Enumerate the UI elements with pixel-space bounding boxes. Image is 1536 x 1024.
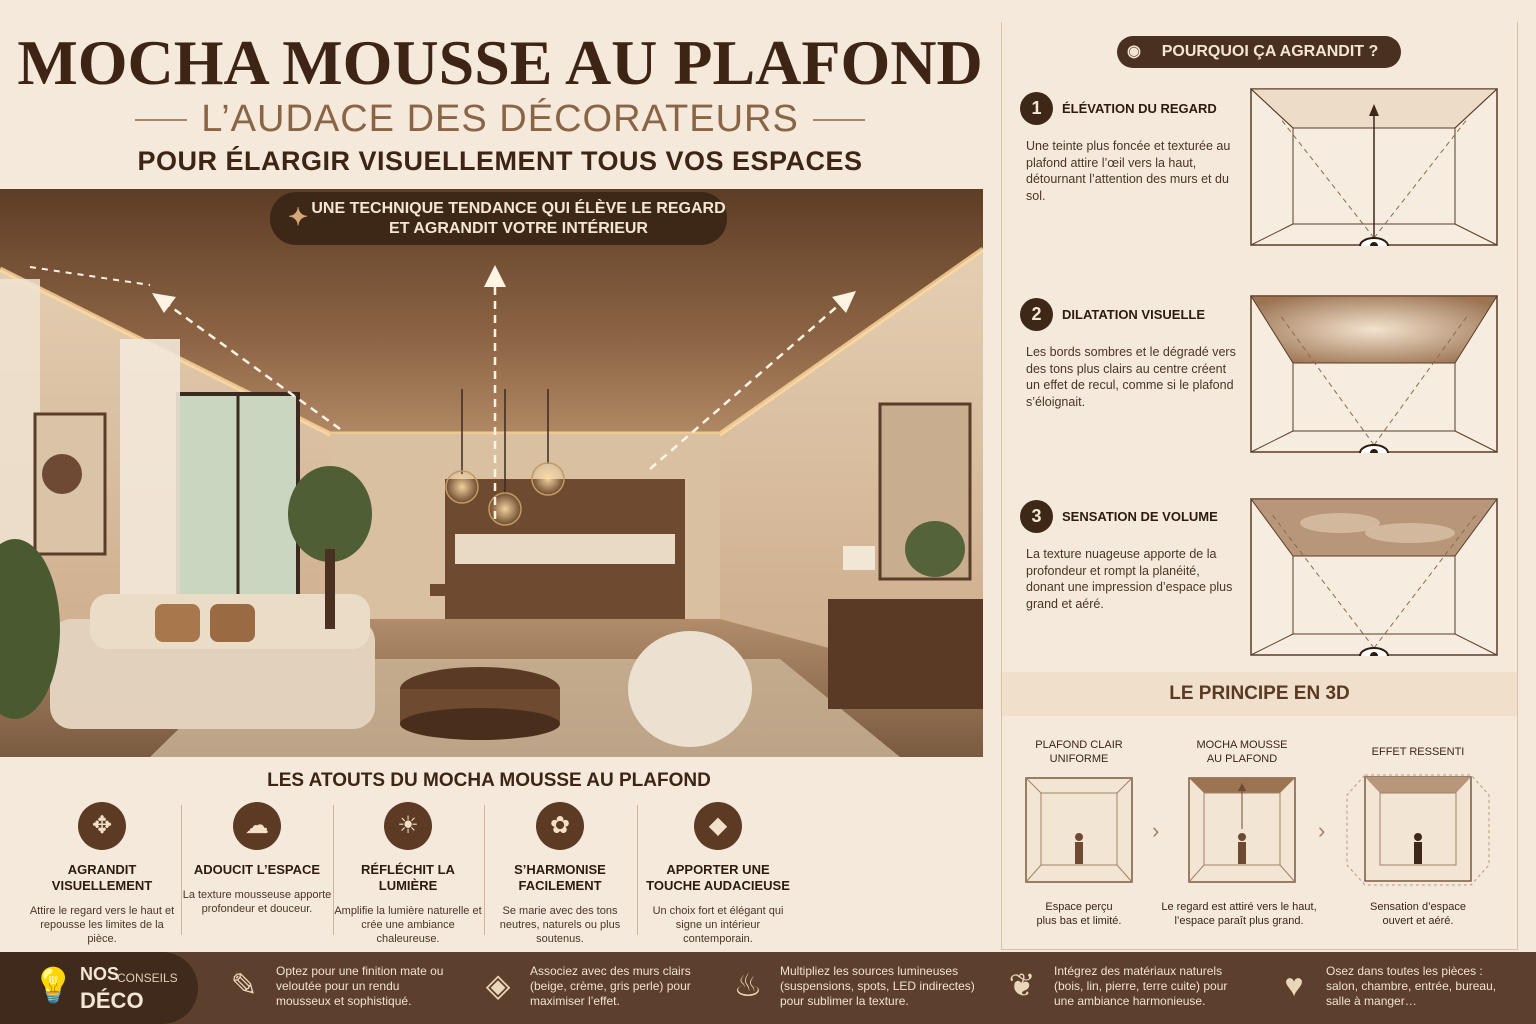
box-mocha-ceiling [1188,777,1296,883]
caption-line: plus bas et limité. [1036,915,1122,927]
atout-harmonise [485,800,635,946]
tip-text: Intégrez des matériaux naturels (bois, lin, pierre, terre cuite) pour une ambiance harmonieuse. [1054,964,1228,1008]
atout-audacieuse [643,800,793,946]
label-line: MOCHA MOUSSE [1196,739,1288,751]
principe-title: LE PRINCIPE EN 3D [1002,672,1517,716]
caption-line: Le regard est attiré vers le haut, [1161,901,1317,913]
step-3 [1020,500,1240,620]
palette-icon: ✿ [536,802,584,850]
label-line: EFFET RESSENTI [1371,746,1465,758]
diamond-icon: ◆ [694,802,742,850]
atout-title: APPORTER UNE TOUCHE AUDACIEUSE [646,862,790,893]
sun-icon: ☀ [384,802,432,850]
caption-line: Espace perçu [1045,901,1113,913]
atout-text: Se marie avec des tons neutres, naturels ou plus soutenus. [499,905,621,945]
caption-line: ouvert et aéré. [1382,915,1454,927]
nos-label: NOS [80,964,120,984]
principe-caption-2 [1154,900,1324,928]
step-1 [1020,92,1240,212]
tip-pieces [1276,964,1506,1009]
photo-banner [270,192,727,245]
label-line: PLAFOND CLAIR [1035,739,1123,751]
tip-materiaux [1004,964,1244,1009]
heart-icon: ♥ [1284,967,1304,1003]
atout-adoucit [182,800,332,916]
divider [637,805,638,935]
label-line: UNIFORME [1049,753,1109,765]
tip-text: Associez avec des murs clairs (beige, crème, gris perle) pour maximiser l’effet. [530,964,691,1008]
tip-text: Multipliez les sources lumineuses (suspensions, spots, LED indirectes) pour sublimer la texture. [780,964,975,1008]
box-effect [1345,771,1491,889]
subtitle [135,98,865,141]
tagline: POUR ÉLARGIR VISUELLEMENT TOUS VOS ESPACES [137,146,863,176]
principe-label-2 [1172,738,1312,766]
conseils-label: CONSEILS [117,971,178,985]
room-diagram-2 [1250,295,1498,453]
step-text: Une teinte plus foncée et texturée au plafond attire l’œil vers la haut, détournant l’attention des murs et du sol. [1026,139,1231,203]
atout-title: AGRANDIT VISUELLEMENT [51,862,153,893]
label-line: AU PLAFOND [1206,753,1278,765]
room-diagram-1 [1250,88,1498,246]
step-text: Les bords sombres et le dégradé vers des tons plus clairs au centre créent un effet de recul, comme si le plafond s’éloignait. [1026,345,1236,409]
step-number: 2 [1020,298,1053,331]
caption-line: Sensation d’espace [1369,901,1466,913]
chevron-right-icon: › [1152,818,1160,843]
principe-caption-1 [994,900,1164,928]
atout-title: S’HARMONISE FACILEMENT [514,862,606,893]
step-number: 3 [1020,500,1053,533]
subtitle-rule-left [135,119,187,121]
brush-icon: ✎ [230,967,258,1003]
expand-arrows-icon: ✥ [78,802,126,850]
banner-line-2: ET AGRANDIT VOTRE INTÉRIEUR [389,220,648,237]
atout-agrandit [27,800,177,946]
swatch-icon: ◈ [485,967,511,1003]
tip-finition [226,964,446,1009]
nos-conseils-badge [0,952,198,1024]
cloud-icon: ☁ [233,802,281,850]
caption-line: l’espace paraît plus grand. [1174,915,1304,927]
step-title: ÉLÉVATION DU REGARD [1062,101,1217,116]
step-text: La texture nuageuse apporte de la profondeur et rompt la planéité, donant une impression d’espace plus grand et aéré. [1026,547,1233,611]
atout-text: La texture mousseuse apporte profondeur et douceur. [182,889,332,915]
atout-reflechit [333,800,483,946]
why-title: POURQUOI ÇA AGRANDIT ? [1161,43,1379,60]
tip-lumiere [730,964,980,1009]
why-header [1117,36,1401,68]
principe-label-1 [1009,738,1149,766]
tip-text: Optez pour une finition mate ou veloutée pour un rendu mousseux et sophistiqué. [276,964,444,1008]
atout-title: RÉFLÉCHIT LA LUMIÈRE [361,862,455,893]
banner-line-1: UNE TECHNIQUE TENDANCE QUI ÉLÈVE LE REGARD [311,200,726,217]
subtitle-text: L’AUDACE DES DÉCORATEURS [201,98,799,140]
step-title: DILATATION VISUELLE [1062,307,1205,322]
step-2 [1020,298,1240,418]
page-title: MOCHA MOUSSE AU PLAFOND [17,27,983,98]
principe-label-3 [1348,745,1488,759]
sparkle-icon: ✦ [287,204,309,231]
step-number: 1 [1020,92,1053,125]
tip-murs [480,964,710,1009]
atout-text: Amplifie la lumière naturelle et crée une ambiance chaleureuse. [334,905,482,945]
atout-title: ADOUCIT L’ESPACE [193,862,321,877]
deco-label: DÉCO [80,988,144,1013]
chevron-right-icon: › [1318,818,1326,843]
step-title: SENSATION DE VOLUME [1062,509,1218,524]
subtitle-rule-right [813,119,865,121]
atouts-title: LES ATOUTS DU MOCHA MOUSSE AU PLAFOND [267,770,711,791]
lamp-icon: ♨ [733,967,763,1003]
atout-text: Un choix fort et élégant qui signe un intérieur contemporain. [652,905,784,945]
living-room-photo [0,189,983,757]
room-diagram-3 [1250,498,1498,656]
principe-caption-3 [1333,900,1503,928]
tip-text: Osez dans toutes les pièces : salon, chambre, entrée, bureau, salle à manger… [1326,964,1497,1008]
plant-icon: ❦ [1008,967,1036,1003]
atout-text: Attire le regard vers le haut et repousse les limites de la pièce. [29,905,175,945]
lightbulb-icon: 💡 [32,967,75,1005]
box-light-ceiling [1025,777,1133,883]
eye-icon: ◉ [1127,43,1141,60]
